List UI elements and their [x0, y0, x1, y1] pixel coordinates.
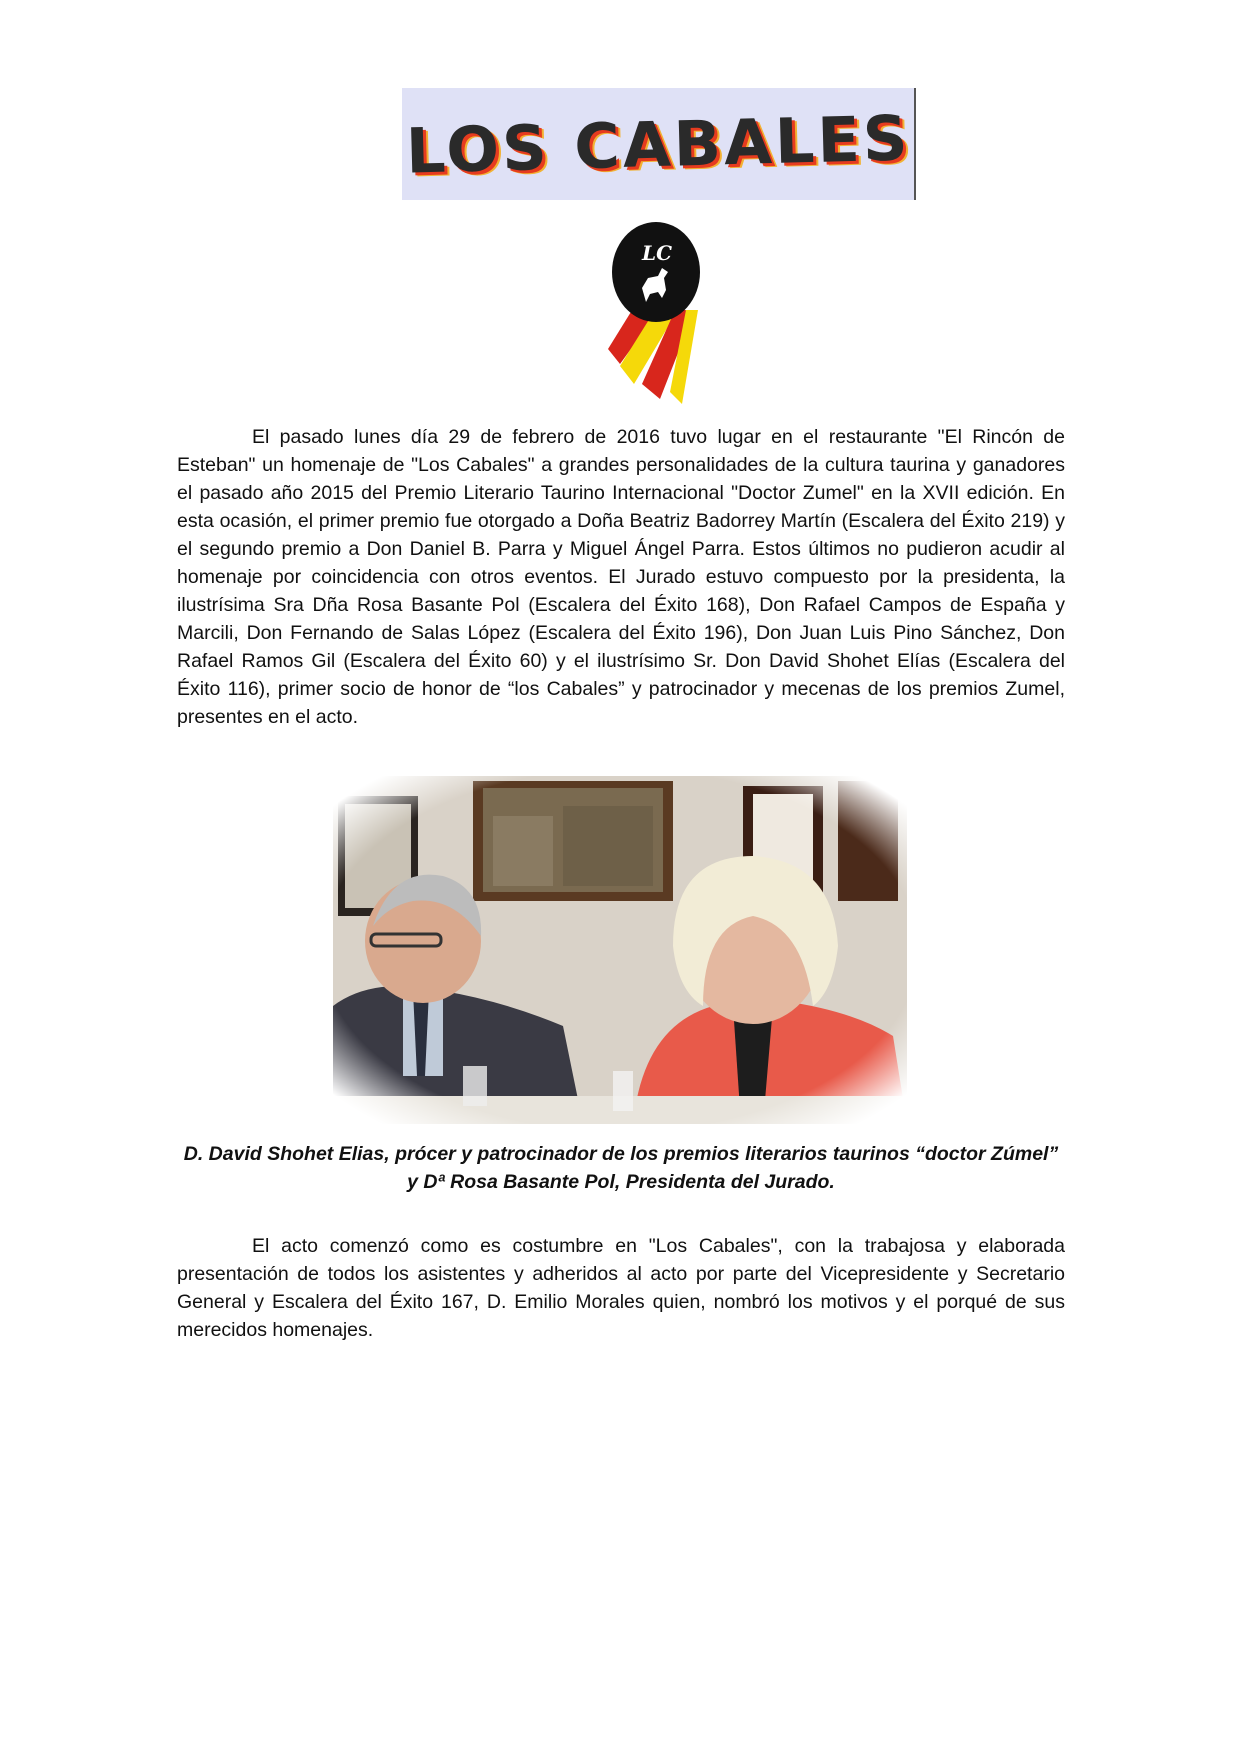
article-paragraph-2: El acto comenzó como es costumbre en "Los Cabales", con la trabajosa y elaborada presentación de todos los asistentes y adheridos al acto por parte del Vicepresidente y Secretario General y Escalera del Éxito 167, D. Emilio Morales quien, nombró los motivos y el porqué de sus merecidos homenajes. — [177, 1235, 1065, 1341]
header-banner — [402, 88, 916, 200]
photo-caption — [177, 1140, 1065, 1196]
article-paragraph-1: El pasado lunes día 29 de febrero de 2016 tuvo lugar en el restaurante "El Rincón de Esteban" un homenaje de "Los Cabales" a grandes personalidades de la cultura taurina y ganadores el pasado año 2015 del Premio Literario Taurino Internacional "Doctor Zumel" en la XVII edición. En esta ocasión, el primer premio fue otorgado a Doña Beatriz Badorrey Martín (Escalera del Éxito 219) y el segundo premio a Don Daniel B. Parra y Miguel Ángel Parra. Estos últimos no pudieron acudir al homenaje por coincidencia con otros eventos. El Jurado estuvo compuesto por la presidenta, la ilustrísima Sra Dña Rosa Basante Pol (Escalera del Éxito 168), Don Rafael Campos de España y Marcili, Don Fernando de Salas López (Escalera del Éxito 196), Don Juan Luis Pino Sánchez, Don Rafael Ramos Gil (Escalera del Éxito 60) y el ilustrísimo Sr. Don David Shohet Elías (Escalera del Éxito 116), primer socio de honor de “los Cabales” y patrocinador y mecenas de los premios Zumel, presentes en el acto. — [177, 426, 1065, 728]
club-emblem-icon — [590, 214, 720, 406]
banner-title: LOS CABALES — [404, 100, 912, 188]
caption-line-1: D. David Shohet Elias, prócer y patrocinador de los premios literarios taurinos “doctor Zúmel” — [183, 1143, 1059, 1165]
emblem-initials: LC — [642, 241, 672, 265]
event-photo — [333, 776, 907, 1124]
caption-line-2: y Dª Rosa Basante Pol, Presidenta del Jurado. — [407, 1171, 835, 1193]
